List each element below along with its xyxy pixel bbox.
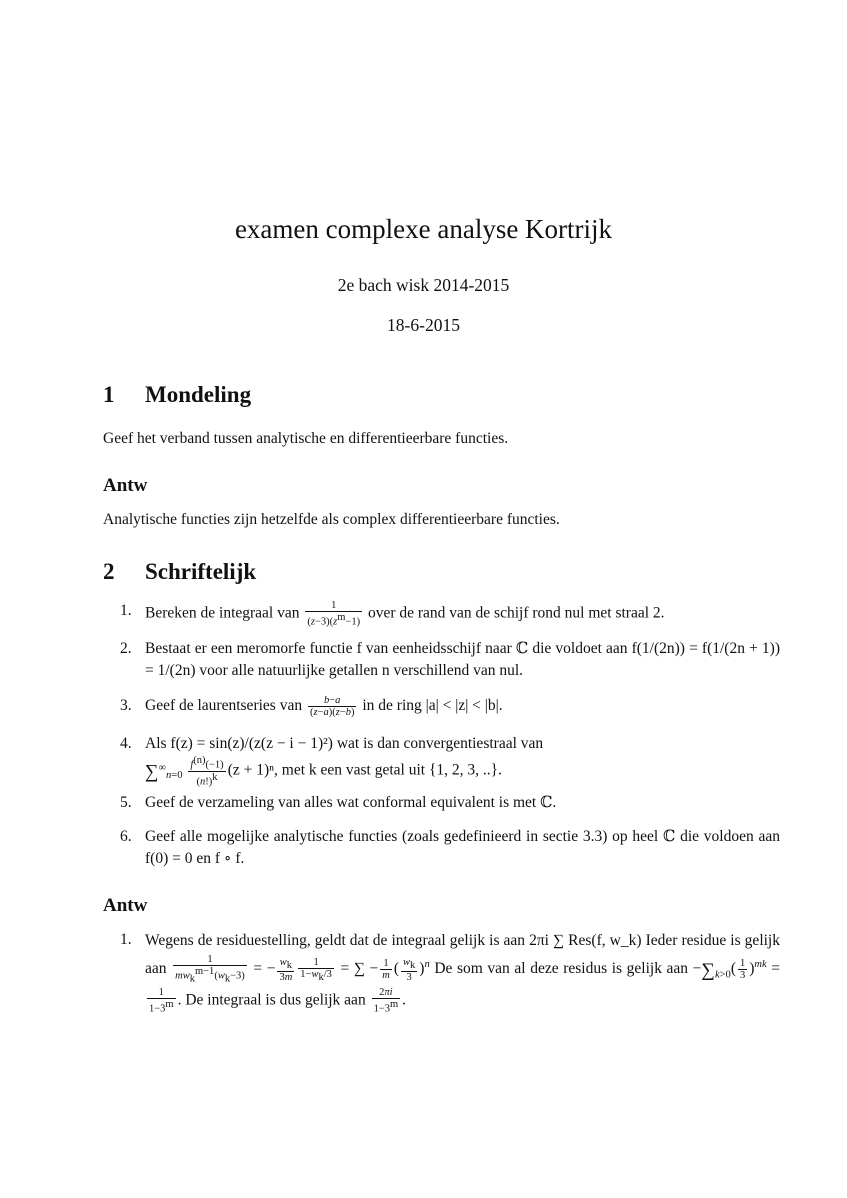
sum-symbol: ∑ bbox=[145, 761, 159, 783]
question-item-1 bbox=[120, 600, 780, 628]
section1-answer-heading: Antw bbox=[103, 475, 148, 496]
sum-symbol: ∑ bbox=[701, 960, 715, 982]
fraction: $\frac{1}{1-w_k/3}$ bbox=[300, 956, 332, 983]
section1-question: Geef het verband tussen analytische en differentieerbare functies. bbox=[103, 430, 509, 447]
fraction: $\frac{w_k}{3m}$ bbox=[279, 956, 293, 983]
question-item-4: 4. Als f(z) = sin(z)/(z(z − i − 1)²) wat is dan convergentiestraal van $\sum^\infty_{n=0}$ $\frac{f^{(n)}(-1)}{(n!)^k}$ (z + 1)ⁿ, met k een vast getal uit {1, 2, 3, ..}. bbox=[120, 735, 544, 787]
item-number: 5. bbox=[120, 794, 132, 811]
item-text: (z + 1)ⁿ, met k een vast getal uit {1, 2, 3, ..}. bbox=[227, 761, 502, 779]
item-text: in de ring |a| < |z| < |b|. bbox=[362, 697, 503, 715]
answer-text: Wegens de residuestelling, geldt dat de integraal gelijk is aan 2πi ∑ Res(f, w_k) Ieder residue is gelijk aan bbox=[145, 932, 780, 978]
fraction: $\frac{b-a}{(z-a)(z-b)}$ bbox=[309, 695, 355, 718]
item-text: over de rand van de schijf rond nul met straal 2. bbox=[367, 604, 665, 622]
section1-answer: Analytische functies zijn hetzelfde als complex differentieerbare functies. bbox=[103, 511, 560, 528]
question-item-5 bbox=[120, 792, 780, 814]
section2-answer-heading: Antw bbox=[103, 895, 148, 916]
document-subtitle: 2e bach wisk 2014-2015 bbox=[337, 275, 510, 295]
item-number: 2. bbox=[120, 640, 132, 657]
section-number: 1 bbox=[103, 382, 115, 407]
fraction: $\frac{1}{(z-3)(z^m-1)}$ bbox=[307, 600, 361, 628]
fraction: $\frac{1}{1-3^m}$ bbox=[149, 987, 174, 1015]
item-text: Bestaat er een meromorfe functie f van eenheidsschijf naar ℂ die voldoet aan f(1/(2n)) = f(1/(2n + 1)) = 1/(2n) voor alle natuurlijke getallen n verschillend van nul. bbox=[145, 640, 780, 679]
answer-text: De som van al deze residus is gelijk aan bbox=[434, 960, 689, 978]
document-title: examen complexe analyse Kortrijk bbox=[234, 214, 613, 244]
fraction: $\frac{f^{(n)}(-1)}{(n!)^k}$ bbox=[190, 755, 224, 787]
item-number: 3. bbox=[120, 697, 132, 714]
section-number: 2 bbox=[103, 559, 115, 584]
section-title: Schriftelijk bbox=[145, 559, 257, 584]
question-item-3 bbox=[120, 695, 780, 718]
item-number: 1. bbox=[120, 931, 132, 948]
item-number: 6. bbox=[120, 828, 132, 845]
section-heading-1 bbox=[103, 382, 251, 408]
item-number: 4. bbox=[120, 735, 132, 752]
item-number: 1. bbox=[120, 602, 132, 619]
fraction: $\frac{1}{3}$ bbox=[739, 958, 746, 982]
item-text: Geef de verzameling van alles wat conformal equivalent is met ℂ. bbox=[145, 794, 557, 811]
item-text: Bereken de integraal van bbox=[145, 604, 300, 622]
fraction: $\frac{2\pi i}{1-3^m}$ bbox=[373, 987, 399, 1015]
item-text: Geef de laurentseries van bbox=[145, 697, 303, 715]
fraction: $\frac{1}{mw_k^{m-1}(w_k-3)}$ bbox=[175, 954, 245, 985]
item-text: Als f(z) = sin(z)/(z(z − i − 1)²) wat is dan convergentiestraal van bbox=[145, 735, 544, 752]
section-heading-2 bbox=[103, 559, 256, 585]
document-date: 18-6-2015 bbox=[387, 315, 460, 335]
question-item-2 bbox=[120, 638, 780, 682]
item-text: Geef alle mogelijke analytische functies (zoals gedefinieerd in sectie 3.3) op heel ℂ die voldoen aan f(0) = 0 en f ∘ f. bbox=[145, 828, 780, 867]
section-title: Mondeling bbox=[145, 382, 252, 407]
answer-item-1: 1. Wegens de residuestelling, geldt dat de integraal gelijk is aan 2πi ∑ Res(f, w_k) Ieder residue is gelijk aan $\frac{1}{mw_k^{m-1}(w_k-3)}$ = − $\frac{w_k}{3m}$ $\frac{1}{1-w_k/3}$ = ∑ − $\frac{1}{m}$ ( $\frac{w_k}{3}$ )$^n$ De som van al deze residus is gelijk aan $-\sum_{k>0}$( $\frac{1}{3}$ )$^{mk}$ = $\frac{1}{1-3^m}$ . De integraal is dus gelijk aan $\frac{2\pi i}{1-3^m}$ . bbox=[120, 931, 781, 1015]
question-item-6 bbox=[120, 826, 780, 870]
answer-text: De integraal is dus gelijk aan bbox=[185, 991, 366, 1009]
fraction: $\frac{1}{m}$ bbox=[382, 958, 390, 982]
fraction: $\frac{w_k}{3}$ bbox=[403, 956, 416, 983]
